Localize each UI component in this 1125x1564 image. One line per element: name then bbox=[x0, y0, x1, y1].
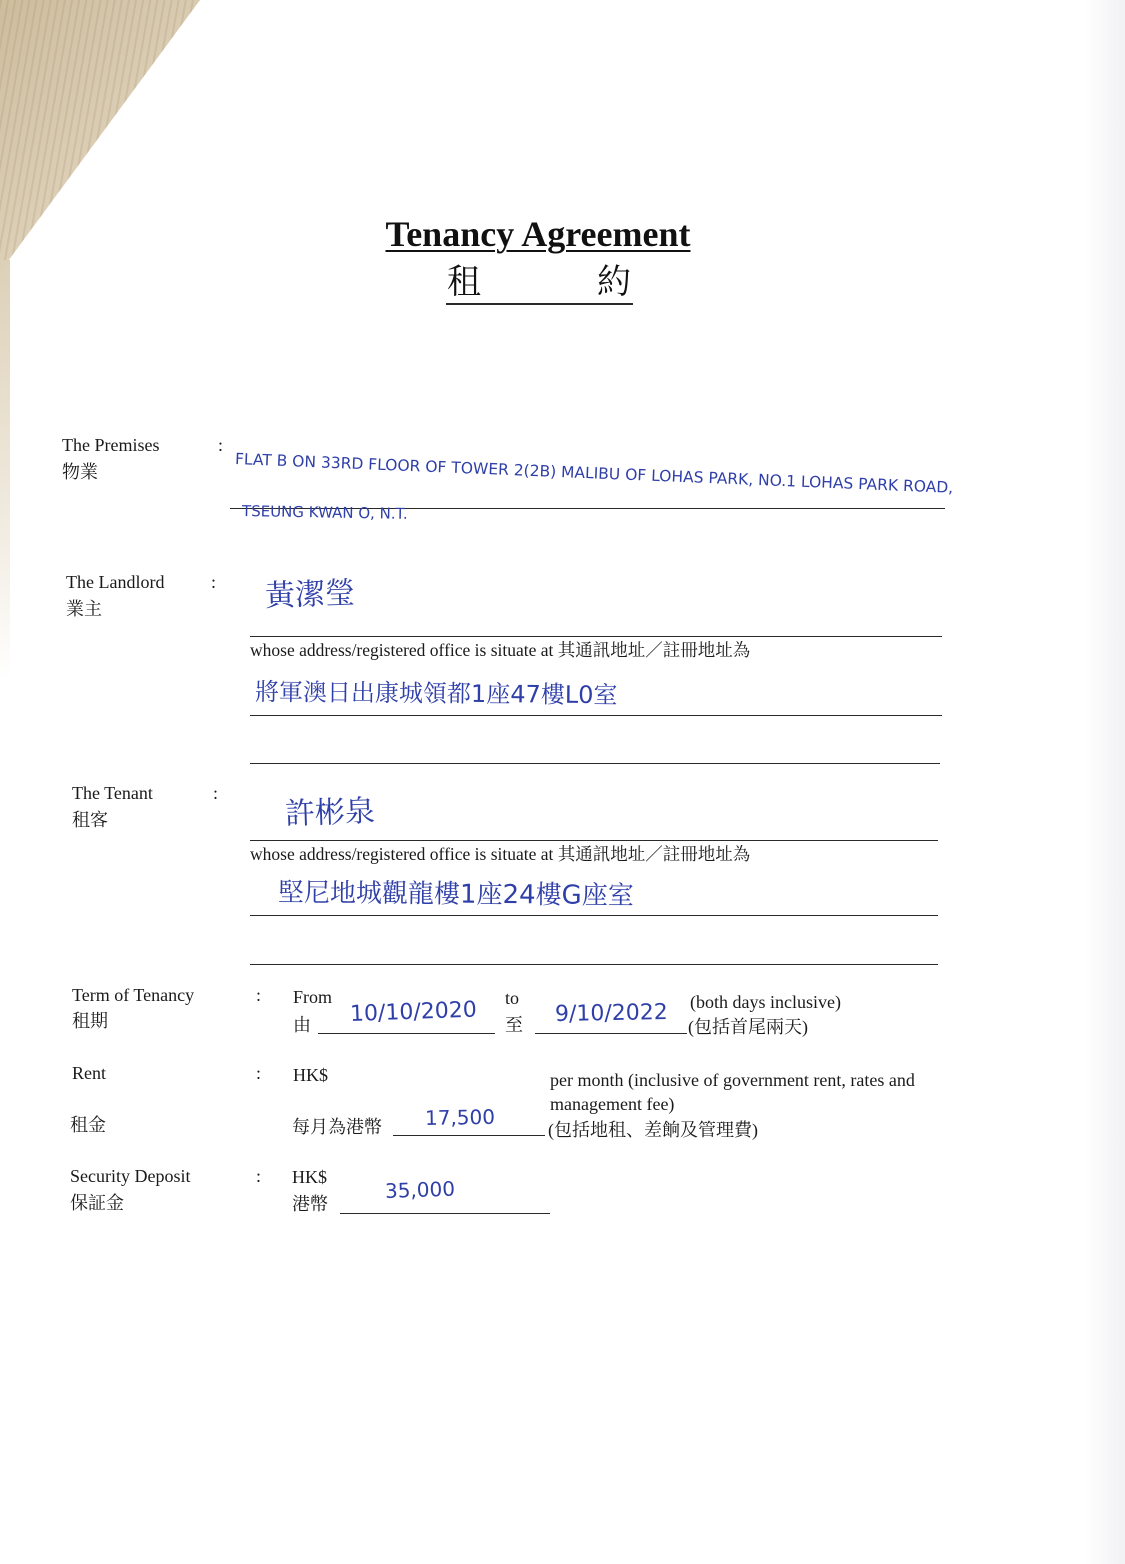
rent-label-zh: 租金 bbox=[70, 1115, 106, 1135]
tenant-colon: : bbox=[213, 783, 219, 803]
paper-edge-shadow bbox=[0, 260, 10, 680]
deposit-currency-zh: 港幣 bbox=[292, 1194, 328, 1214]
term-to-line bbox=[535, 1033, 687, 1034]
landlord-name-line bbox=[250, 636, 942, 637]
rent-note-line-2: management fee) bbox=[550, 1094, 675, 1114]
document-title-zh-char-1: 租 bbox=[447, 264, 481, 301]
landlord-address-line-2 bbox=[250, 763, 940, 764]
term-from-line bbox=[318, 1033, 495, 1034]
title-zh-underline bbox=[446, 303, 633, 305]
premises-colon: : bbox=[218, 435, 224, 455]
premises-label: The Premises bbox=[62, 435, 160, 455]
rent-colon: : bbox=[256, 1063, 262, 1083]
landlord-name: 黃潔瑩 bbox=[264, 575, 356, 614]
rent-currency: HK$ bbox=[293, 1065, 328, 1085]
document-title-zh-char-2: 約 bbox=[597, 264, 631, 301]
landlord-address: 將軍澳日出康城領都1座47樓L0室 bbox=[254, 678, 618, 710]
deposit-label-zh: 保証金 bbox=[70, 1193, 124, 1213]
deposit-label: Security Deposit bbox=[70, 1166, 191, 1186]
premises-label-zh: 物業 bbox=[62, 462, 98, 482]
landlord-address-label: whose address/registered office is situate at 其通訊地址／註冊地址為 bbox=[250, 640, 751, 660]
tenant-address-line-1 bbox=[250, 915, 938, 916]
rent-note-line-1: per month (inclusive of government rent, rates and bbox=[550, 1070, 915, 1090]
tenant-label-zh: 租客 bbox=[72, 810, 108, 830]
term-to-date: 9/10/2022 bbox=[554, 1000, 669, 1027]
term-from-label-zh: 由 bbox=[293, 1015, 311, 1035]
term-note-zh: (包括首尾兩天) bbox=[688, 1017, 808, 1037]
deposit-currency: HK$ bbox=[292, 1167, 327, 1187]
premises-value-line-2: TSEUNG KWAN O, N.T. bbox=[241, 502, 408, 523]
tenant-address-label: whose address/registered office is situate at 其通訊地址／註冊地址為 bbox=[250, 844, 751, 864]
tenant-name: 許彬泉 bbox=[284, 793, 376, 832]
term-note: (both days inclusive) bbox=[690, 992, 841, 1012]
rent-amount-line bbox=[393, 1135, 545, 1136]
premises-value-line-1: FLAT B ON 33RD FLOOR OF TOWER 2(2B) MALIBU OF LOHAS PARK, NO.1 LOHAS PARK ROAD, bbox=[234, 450, 954, 497]
term-colon: : bbox=[256, 985, 262, 1005]
term-to-label-zh: 至 bbox=[505, 1015, 523, 1035]
table-surface-corner bbox=[0, 0, 200, 272]
landlord-colon: : bbox=[211, 572, 217, 592]
term-label: Term of Tenancy bbox=[72, 985, 195, 1005]
deposit-amount: 35,000 bbox=[384, 1176, 456, 1203]
term-to-label: to bbox=[505, 988, 520, 1008]
rent-amount: 17,500 bbox=[424, 1104, 496, 1130]
term-from-date: 10/10/2020 bbox=[349, 997, 478, 1027]
tenant-label: The Tenant bbox=[72, 783, 153, 803]
term-from-label: From bbox=[293, 987, 333, 1007]
tenant-address: 堅尼地城觀龍樓1座24樓G座室 bbox=[277, 878, 634, 912]
landlord-label: The Landlord bbox=[66, 572, 165, 592]
deposit-colon: : bbox=[256, 1166, 262, 1186]
paper-right-shading bbox=[1085, 0, 1125, 1564]
document-title: Tenancy Agreement bbox=[385, 214, 691, 254]
deposit-amount-line bbox=[340, 1213, 550, 1214]
rent-note-zh: (包括地租、差餉及管理費) bbox=[548, 1120, 758, 1140]
rent-prefix-zh: 每月為港幣 bbox=[292, 1117, 382, 1137]
landlord-label-zh: 業主 bbox=[66, 599, 102, 619]
tenant-name-line bbox=[250, 840, 938, 841]
term-label-zh: 租期 bbox=[72, 1011, 108, 1031]
landlord-address-line-1 bbox=[250, 715, 942, 716]
tenant-address-line-2 bbox=[250, 964, 938, 965]
rent-label: Rent bbox=[72, 1063, 106, 1083]
